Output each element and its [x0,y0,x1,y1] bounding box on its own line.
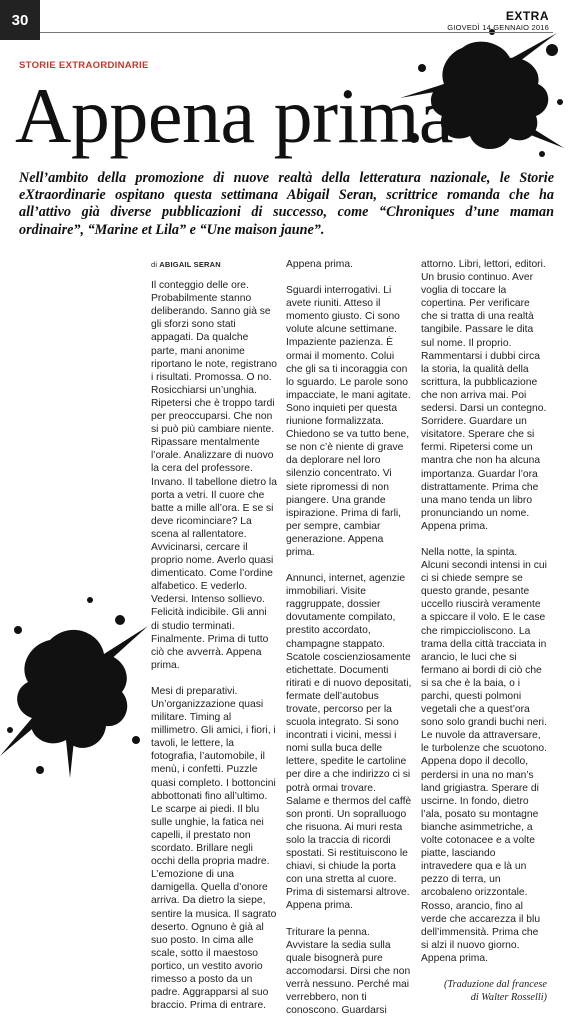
ink-splatter-left [0,580,150,780]
paragraph: Annunci, internet, agenzie immobiliari. Visite raggruppate, dossier dovutamente compilato, prestito accordato, champagne stappato. Scatole coscienziosamente etichettate. Documenti ritirati e di nuovo depositati, fermate dell’autobus trovate, percorso per la scuola integrato. Si sono incontrati i vicini, messi i nomi sulla buca delle lettere, spedite le cartoline per dire a che indirizzo ci si potrà ormai trovare. Salame e thermos del caffè son pronti. Un sopralluogo che risuona. Ai muri resta solo la traccia di ricordi spostati. Si restituiscono le chiavi, si chiude la porta con una stretta al cuore. Prima di sistemarsi altrove. Appena prima. [286,573,412,912]
paragraph: Nella notte, la spinta. Alcuni secondi intensi in cui ci si chiede sempre se questo grande, pesante uccello riuscirà veramente a spiccare il volo. E le case che rimpiccioliscono. La trama della città tracciata in arancio, le luci che si fermano ai bordi di ciò che si sa che è la baia, o i parchi, questi polmoni vegetali che a quest’ora sono solo grandi buchi neri. Le nuvole da attraversare, le turbolenze che scuotono. Appena dopo il decollo, perdersi in una no man’s land grigiastra. Sperare di uscirne. In fondo, dietro l’ala, posato su montagne bianche asimmetriche, a volte cotonacee e a volte piatte, lasciando intravedere qua e là un pezzo di terra, un arcobaleno orizzontale. Rosso, arancio, fino al verde che accarezza il blu dell’immensità. Prima che si alzi il nuovo giorno. Appena prima. [421,546,547,964]
article-headline: Appena prima [15,72,454,159]
paragraph: Il conteggio delle ore. Probabilmente stanno deliberando. Sanno già se gli sforzi sono stati appagati. Da qualche parte, mani anonime riportano le note, registrano i risultati. Promossa. O no. Rosicchiarsi un’unghia. Ripetersi che è troppo tardi per preoccuparsi. Che non si può più cambiare niente. Ripassare mentalmente l’orale. Analizzare di nuovo la cera del professore. Invano. Il tabellone dietro la porta a vetri. Il cuore che batte a mille all’ora. E se si deve ricominciare? La scena al rallentatore. Avvicinarsi, cercare il proprio nome. Averlo quasi dimenticato. Come l’ordine alfabetico. E vederlo. Vedersi. Intenso sollievo. Felicità indicibile. Gli anni di studio terminati. Finalmente. Prima di tutto ciò che avverrà. Appena prima. [151,280,277,671]
paragraph: Appena prima. [286,259,353,270]
paragraph: Mesi di preparativi. Un’organizzazione quasi militare. Timing al millimetro. Gli amici, i fiori, i tavoli, le lettere, la fotografia, l’automobile, il menù, i confetti. Puzzle quasi completo. I bottoncini abbottonati fino all’ultimo. Le scarpe ai piedi. Il blu sulle unghie, la fatica nei capelli, il prestato non scordato. Brillare negli occhi della propria madre. L’emozione di una damigella. Quella d’onore arriva. Da dietro la siepe, sentire la musica. Il sagrato deserto. Ognuno è già al suo posto. In cima alle scale, sotto il maestoso portico, un vestito avorio rimesso a posto da un padre. Aggrapparsi al suo braccio. Prima di entrare. [151,685,277,1012]
page-number: 30 [11,11,29,29]
byline [151,258,277,271]
byline-prefix: di [151,260,158,269]
header-rule [40,32,553,33]
article-standfirst: Nell’ambito della promozione di nuove realtà della letteratura nazionale, le Storie eXtraordinarie ospitano questa settimana Abigail Seran, scrittrice romanda che ha all’attivo già diverse pubblicazioni di successo, come “Chroniques d’une maman ordinaire”, “Marine et Lila” e “Une maison jaune”. [19,170,554,238]
translation-credit [421,978,547,1004]
byline-author: ABIGAIL SERAN [159,260,221,269]
translation-credit-line: di Walter Rosselli) [470,991,547,1003]
page-number-badge [0,0,40,40]
paragraph: Sguardi interrogativi. Li avete riuniti. Atteso il momento giusto. Ci sono volute alcune settimane. Impaziente pazienza. È ormai il momento. Colui che gli sa ti incoraggia con lo sguardo. Le parole sono impacciate, le mani agitate. Sono inquieti per questa riunione formalizzata. Chiedono se va tutto bene, se non c’è niente di grave da deplorare nel loro silenzio concentrato. Vi siete ripromessi di non piangere. Una grande ispirazione. Prima di farli, per sempre, cambiar generazione. Appena prima. [286,285,411,558]
paragraph: Triturare la penna. Avvistare la sedia sulla quale bisognerà pure accomodarsi. Dirsi che non verrà nessuno. Perché mai verrebbero, non ti conoscono. Guardarsi [286,926,411,1017]
magazine-name: EXTRA [505,9,549,23]
article-column-3 [421,258,547,1004]
translation-credit-line: (Traduzione dal francese [444,978,547,990]
issue-date: GIOVEDÌ 14 GENNAIO 2016 [447,23,549,32]
paragraph: attorno. Libri, lettori, editori. Un brusio continuo. Aver voglia di toccare la copertina. Per verificare che si tratta di una realtà tangibile. Passare le dita sul nome. Il proprio. Rammentarsi i dubbi circa la storia, la qualità della scrittura, la pubblicazione che non arriva mai. Poi sedersi. Darsi un contegno. Sorridere. Guardare un visitatore. Sperare che si fermi. Ripetersi come un mantra che non ha alcuna importanza. Guardar l’ora distrattamente. Prima che una mano tenda un libro pronunciando un nome. Appena prima. [421,259,547,532]
article-column-1 [151,258,277,1025]
article-column-2 [286,258,412,1030]
section-label: STORIE EXTRAORDINARIE [19,60,149,71]
